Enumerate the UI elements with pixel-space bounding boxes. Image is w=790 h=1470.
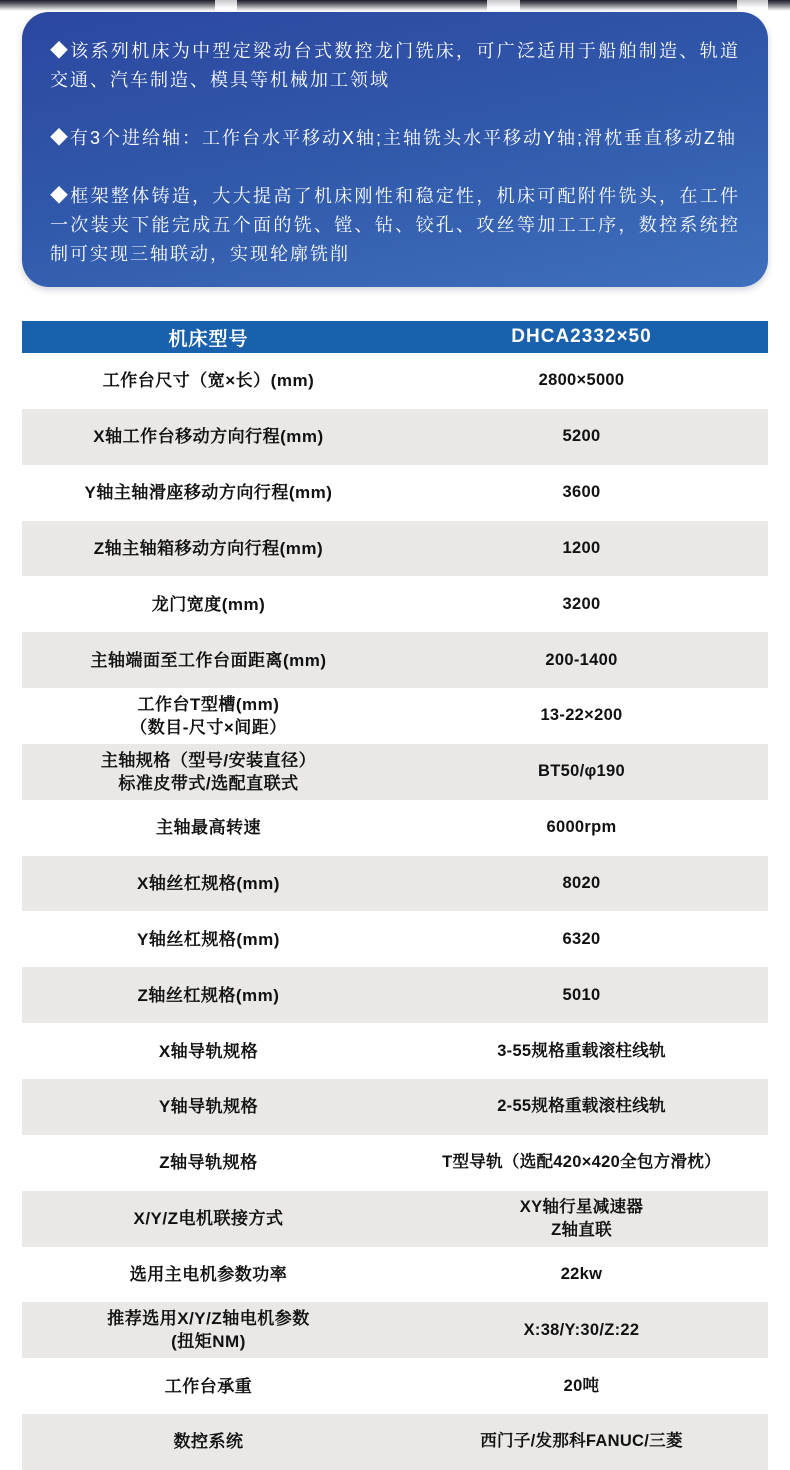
feature-bullet: ◆框架整体铸造，大大提高了机床刚性和稳定性，机床可配附件铣头，在工件一次装夹下能完成五个面的铣、镗、钻、铰孔、攻丝等加工工序，数控系统控制可实现三轴联动，实现轮廓铣削	[50, 186, 740, 264]
spec-value: 3600	[562, 483, 601, 502]
table-row	[22, 521, 768, 577]
spec-label: X/Y/Z电机联接方式	[133, 1209, 284, 1229]
top-shadow-segment	[520, 0, 737, 11]
table-row	[22, 744, 768, 800]
table-row	[22, 409, 768, 465]
table-row	[22, 1414, 768, 1470]
table-row	[22, 856, 768, 912]
spec-label: 工作台尺寸（宽×长）(mm)	[102, 371, 315, 391]
spec-label: 主轴规格（型号/安装直径） 标准皮带式/选配直联式	[100, 750, 317, 793]
spec-value: X:38/Y:30/Z:22	[523, 1320, 640, 1339]
spec-label: 推荐选用X/Y/Z轴电机参数 (扭矩NM)	[107, 1309, 310, 1352]
spec-label: Y轴导轨规格	[158, 1097, 259, 1117]
spec-table	[22, 321, 768, 1470]
top-shadow-band	[0, 0, 790, 11]
spec-label: X轴导轨规格	[158, 1041, 259, 1061]
top-shadow-segment	[768, 0, 790, 11]
spec-label: X轴工作台移动方向行程(mm)	[93, 427, 324, 447]
spec-label: Z轴主轴箱移动方向行程(mm)	[93, 538, 324, 558]
spec-label: X轴丝杠规格(mm)	[137, 874, 280, 894]
table-row	[22, 911, 768, 967]
spec-value: 20吨	[563, 1376, 600, 1395]
spec-label: Y轴丝杠规格(mm)	[137, 929, 280, 949]
spec-value: 6000rpm	[546, 818, 617, 837]
table-row	[22, 632, 768, 688]
spec-label: 主轴端面至工作台面距离(mm)	[90, 650, 327, 670]
top-shadow-segment	[0, 0, 215, 11]
spec-value: 2-55规格重载滚柱线轨	[497, 1097, 666, 1116]
table-row	[22, 465, 768, 521]
table-row	[22, 1358, 768, 1414]
spec-value: 5200	[562, 427, 601, 446]
spec-label: 工作台承重	[164, 1376, 253, 1396]
table-row	[22, 1191, 768, 1247]
spec-label: Y轴主轴滑座移动方向行程(mm)	[84, 483, 333, 503]
spec-value: 6320	[562, 929, 601, 948]
spec-value: 2800×5000	[538, 371, 625, 390]
spec-value: T型导轨（选配420×420全包方滑枕）	[442, 1153, 721, 1172]
spec-value: BT50/φ190	[538, 762, 625, 781]
table-row	[22, 1302, 768, 1358]
top-shadow-segment	[237, 0, 487, 11]
spec-label: Z轴丝杠规格(mm)	[137, 985, 280, 1005]
table-row	[22, 1247, 768, 1303]
spec-label: 选用主电机参数功率	[129, 1264, 288, 1284]
spec-value: 3200	[562, 594, 601, 613]
spec-table-header	[22, 321, 768, 353]
table-row	[22, 800, 768, 856]
spec-value: 13-22×200	[540, 706, 623, 725]
spec-label: 主轴最高转速	[156, 818, 261, 838]
spec-label: 龙门宽度(mm)	[151, 594, 266, 614]
feature-bullet: ◆有3个进给轴：工作台水平移动X轴;主轴铣头水平移动Y轴;滑枕垂直移动Z轴	[50, 128, 738, 148]
spec-table-body	[22, 353, 768, 1470]
spec-value: 5010	[562, 985, 601, 1004]
feature-bullet: ◆该系列机床为中型定梁动台式数控龙门铣床，可广泛适用于船舶制造、轨道交通、汽车制造、模具等机械加工领域	[50, 41, 740, 90]
spec-header-label: 机床型号	[168, 328, 249, 350]
spec-value: 3-55规格重载滚柱线轨	[497, 1041, 666, 1060]
table-row	[22, 1023, 768, 1079]
spec-value: 22kw	[560, 1264, 603, 1283]
spec-label: 工作台T型槽(mm) （数目-尺寸×间距）	[130, 694, 287, 737]
spec-value: 8020	[562, 874, 601, 893]
spec-value: 西门子/发那科FANUC/三菱	[480, 1432, 683, 1451]
table-row	[22, 576, 768, 632]
table-row	[22, 1135, 768, 1191]
spec-value: XY轴行星减速器 Z轴直联	[519, 1197, 644, 1239]
spec-header-value: DHCA2332×50	[511, 326, 652, 347]
table-row	[22, 967, 768, 1023]
spec-value: 1200	[562, 538, 601, 557]
spec-label: Z轴导轨规格	[159, 1153, 258, 1173]
spec-label: 数控系统	[173, 1432, 244, 1452]
table-row	[22, 1079, 768, 1135]
feature-intro-panel	[22, 12, 768, 287]
table-row	[22, 688, 768, 744]
spec-value: 200-1400	[545, 650, 618, 669]
table-row	[22, 353, 768, 409]
